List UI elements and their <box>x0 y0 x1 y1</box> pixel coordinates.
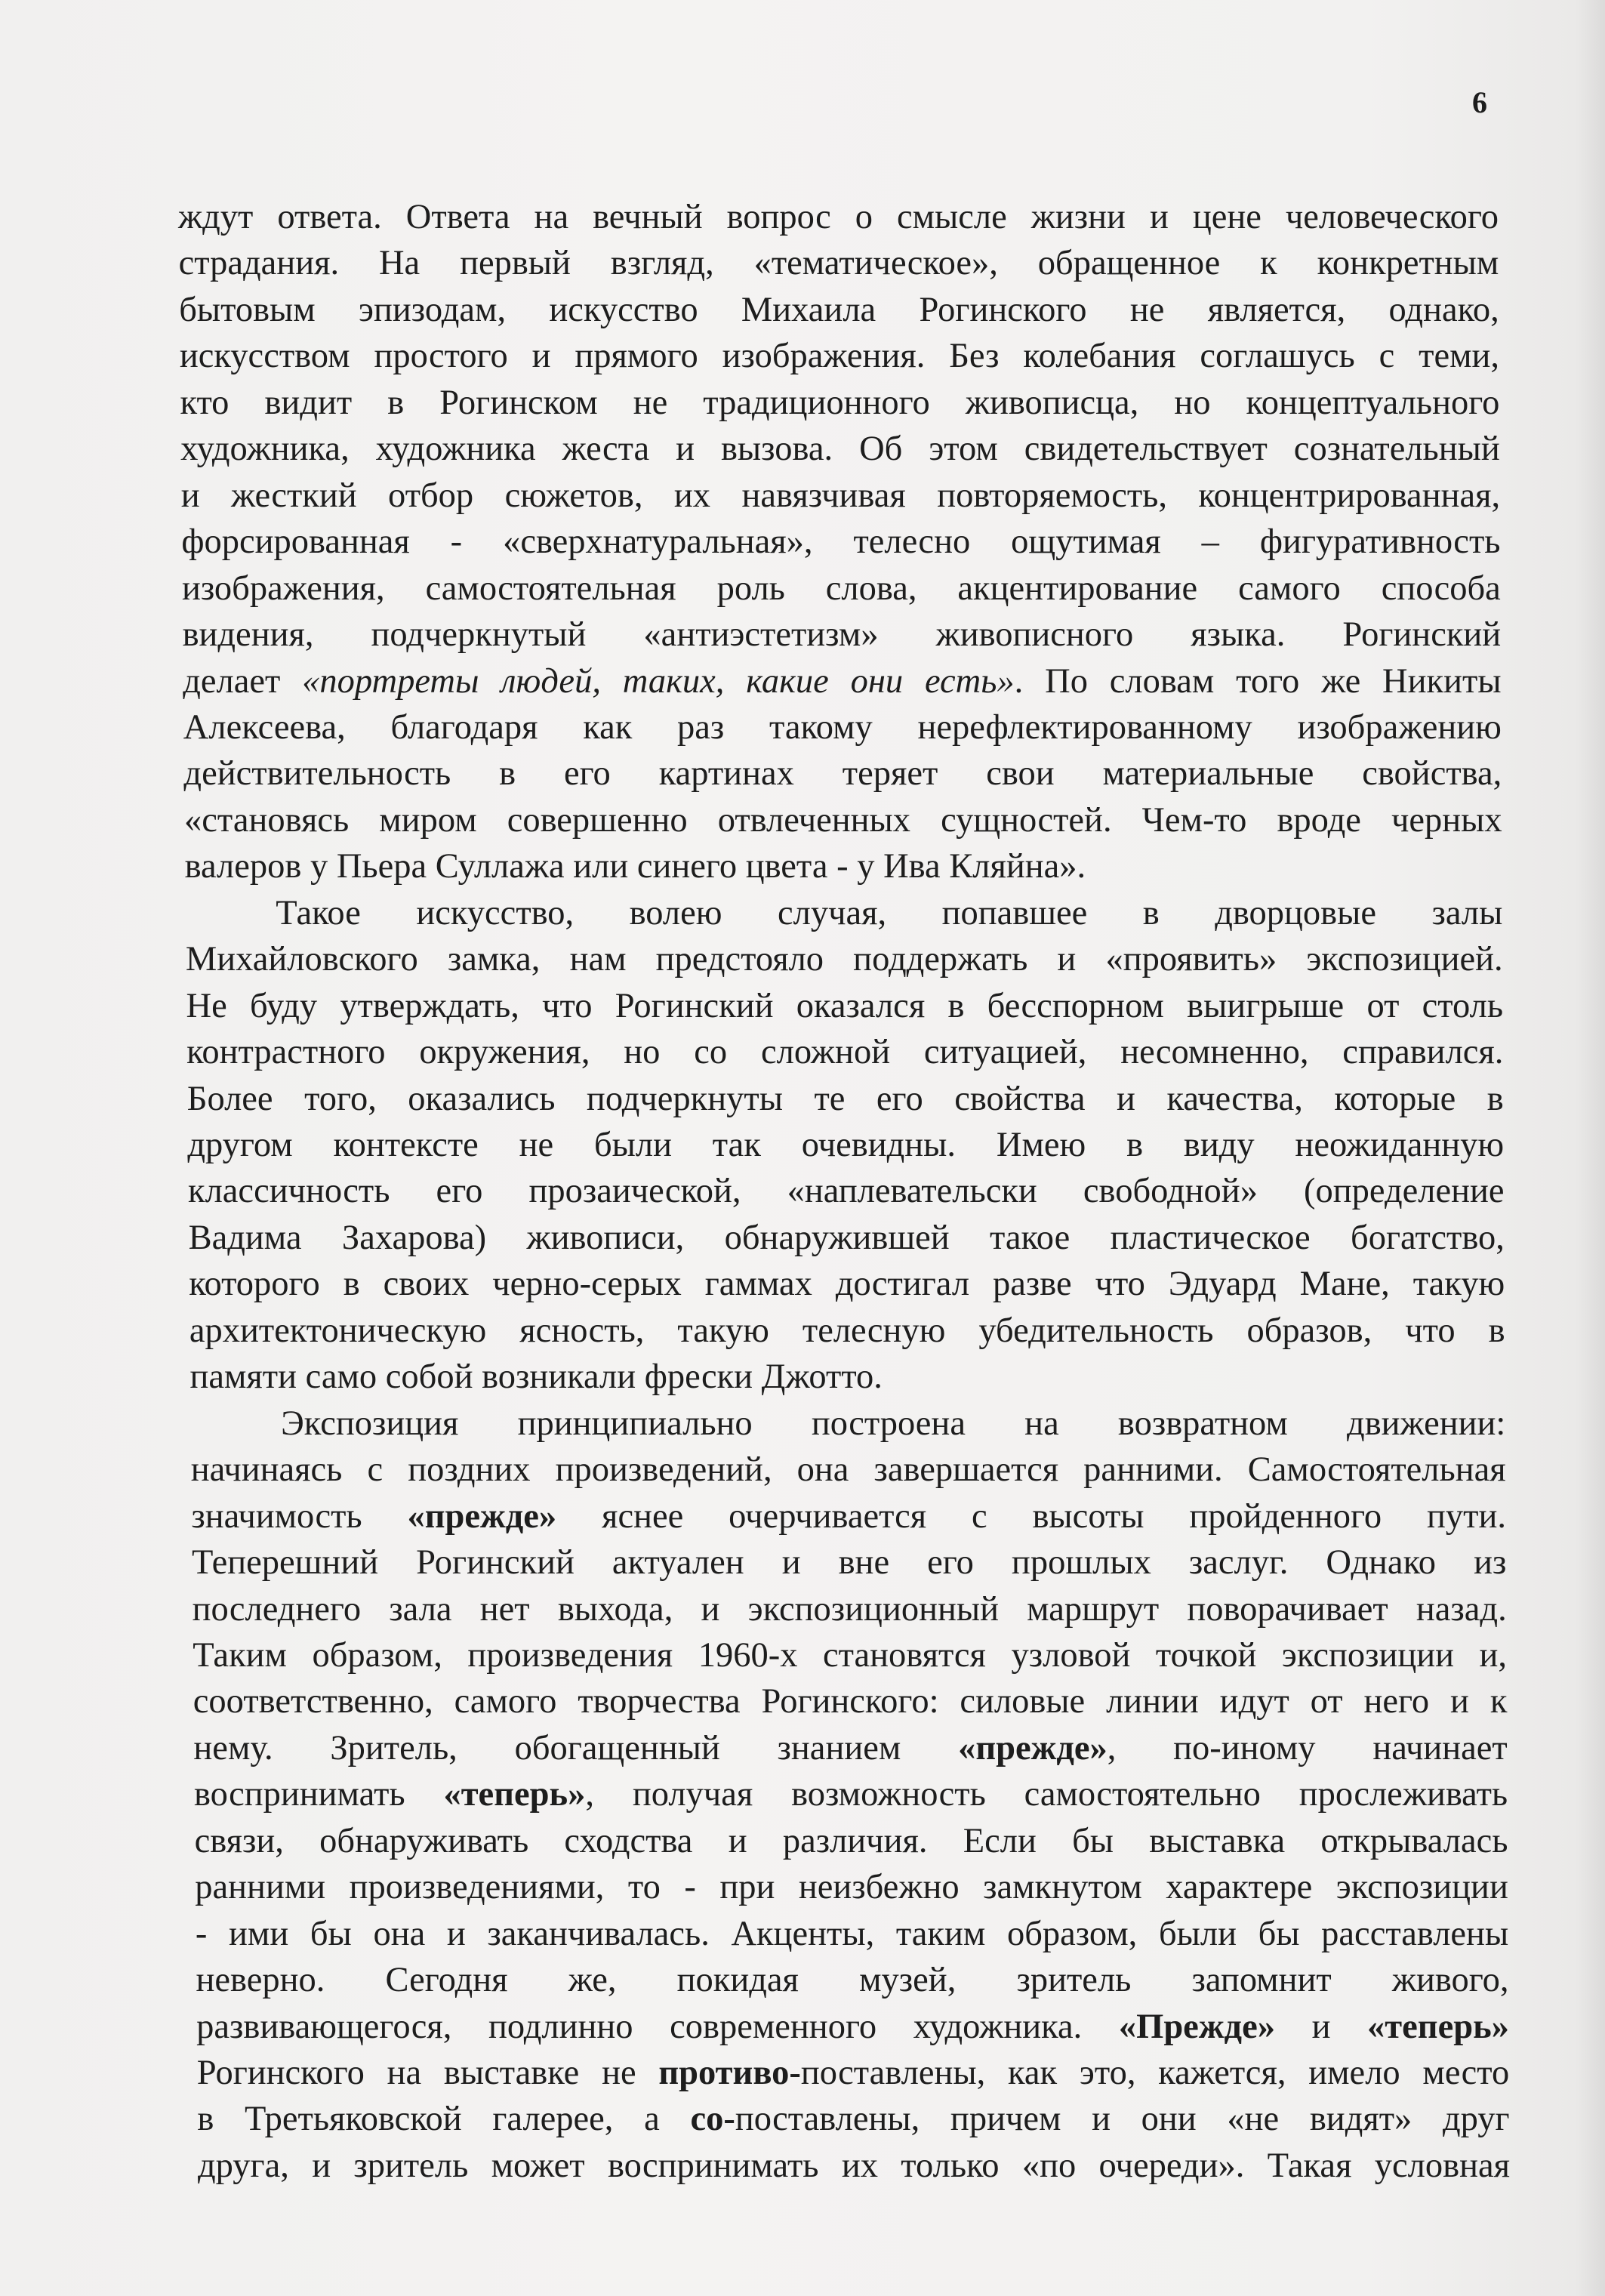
text-segment: искусством простого и прямого изображения. Без колебания соглашусь с теми, <box>179 337 1500 376</box>
text-segment: делает <box>183 661 303 701</box>
text-segment: Такое искусство, волею случая, попавшее в дворцовые залы <box>276 893 1503 932</box>
page-number: 6 <box>1472 85 1487 119</box>
text-segment: которого в своих черно-серых гаммах достигал разве что Эдуард Мане, такую <box>189 1265 1505 1304</box>
text-line <box>191 1447 1506 1493</box>
text-segment: поставлены, причем и они «не видят» друг <box>735 2100 1510 2139</box>
text-segment: Рогинского на выставке не <box>196 2054 659 2092</box>
text-segment: соответственно, самого творчества Рогинского: силовые линии идут от него и к <box>193 1682 1508 1721</box>
bold-phrase: «теперь» <box>443 1775 586 1814</box>
text-segment: классичность его прозаической, «наплевательски свободной» (определение <box>188 1172 1505 1211</box>
text-segment: Алексеева, благодаря как раз такому нерефлектированному изображению <box>183 707 1502 747</box>
text-line <box>192 1540 1506 1586</box>
text-segment: ранними произведениями, то - при неизбежно замкнутом характере экспозиции <box>195 1868 1508 1907</box>
text-line <box>196 1958 1509 2003</box>
text-line <box>186 937 1503 982</box>
text-segment: последнего зала нет выхода, и экспозиционный маршрут поворачивает назад. <box>192 1589 1507 1629</box>
scan-edge-shadow <box>1575 0 1605 2296</box>
text-line <box>183 705 1502 750</box>
text-line <box>195 1865 1508 1910</box>
text-segment: - ими бы она и заканчивалась. Акценты, таким образом, были бы расставлены <box>195 1914 1509 1953</box>
text-segment: Более того, оказались подчеркнуты те его свойства и качества, которые в <box>186 1079 1504 1118</box>
text-line <box>178 195 1499 240</box>
text-segment: Теперешний Рогинский актуален и вне его прошлых заслуг. Однако из <box>191 1543 1507 1583</box>
text-segment: памяти само собой возникали фрески Джотто. <box>189 1358 883 1397</box>
text-line <box>193 1587 1507 1632</box>
text-line <box>193 1726 1507 1771</box>
text-line <box>195 1819 1508 1864</box>
text-segment: Вадима Захарова) живописи, обнаружившей такое пластическое богатство, <box>188 1218 1505 1257</box>
text-line <box>196 1912 1508 1957</box>
text-line <box>180 381 1499 426</box>
text-line <box>186 984 1504 1029</box>
text-line <box>185 844 1502 889</box>
text-line <box>187 1123 1504 1168</box>
text-line <box>179 288 1499 333</box>
text-segment: Таким образом, произведения 1960-х становятся узловой точкой экспозиции и, <box>193 1635 1508 1675</box>
text-line <box>196 2005 1509 2050</box>
text-line <box>197 2097 1509 2142</box>
text-segment: кто видит в Рогинском не традиционного живописца, но концептуального <box>180 383 1500 422</box>
text-line <box>189 1308 1505 1354</box>
text-segment: изображения, самостоятельная роль слова, акцентирование самого способа <box>181 569 1501 608</box>
text-segment: художника, художника жеста и вызова. Об этом свидетельствует сознательный <box>180 430 1500 469</box>
text-segment: связи, обнаруживать сходства и различия. Если бы выставка открывалась <box>194 1821 1508 1860</box>
text-line <box>183 751 1502 797</box>
text-segment: и жесткий отбор сюжетов, их навязчивая повторяемость, концентрированная, <box>180 476 1501 515</box>
text-segment: друга, и зритель может воспринимать их только «по очереди». Такая условная <box>198 2146 1510 2185</box>
text-segment: Экспозиция принципиально построена на возвратном движении: <box>281 1404 1506 1443</box>
text-segment: яснее очерчивается с высоты пройденного пути. <box>556 1496 1506 1536</box>
text-line <box>186 1030 1503 1075</box>
text-segment: и <box>1274 2007 1368 2046</box>
text-segment: форсированная - «сверхнатуральная», телесно ощутимая – фигуративность <box>181 522 1501 562</box>
text-line <box>181 519 1500 565</box>
text-segment: начинаясь с поздних произведений, она завершается ранними. Самостоятельная <box>190 1450 1506 1490</box>
text-line <box>183 659 1501 704</box>
text-segment: страдания. На первый взгляд, «тематическое», обращенное к конкретным <box>178 244 1499 283</box>
text-line <box>180 427 1500 472</box>
text-segment: Не буду утверждать, что Рогинский оказался в бесспорном выигрыше от столь <box>186 986 1504 1025</box>
text-line <box>281 1401 1505 1447</box>
text-segment: контрастного окружения, но со сложной ситуацией, несомненно, справился. <box>186 1033 1504 1072</box>
text-line <box>276 891 1502 936</box>
text-line <box>181 473 1500 519</box>
text-segment: Михайловского замка, нам предстояло поддержать и «проявить» экспозицией. <box>185 940 1503 979</box>
text-segment: воспринимать <box>194 1775 444 1814</box>
text-segment: валеров у Пьера Суллажа или синего цвета - у Ива Кляйна». <box>184 847 1086 886</box>
bold-phrase: «прежде» <box>407 1496 557 1536</box>
text-segment: в Третьяковской галерее, а <box>197 2100 691 2139</box>
text-line <box>187 1077 1504 1122</box>
bold-phrase: «Прежде» <box>1118 2007 1275 2046</box>
text-segment: «становясь миром совершенно отвлеченных сущностей. Чем-то вроде черных <box>184 800 1502 840</box>
text-line <box>189 1216 1505 1261</box>
text-segment: видения, подчеркнутый «антиэстетизм» живописного языка. Рогинский <box>182 615 1502 655</box>
text-line <box>191 1494 1506 1539</box>
text-line <box>183 612 1502 658</box>
text-segment: поставлены, как это, кажется, имело место <box>800 2054 1510 2092</box>
bold-phrase: «прежде» <box>958 1728 1107 1767</box>
text-line <box>188 1169 1505 1214</box>
text-segment: неверно. Сегодня же, покидая музей, зритель запомнит живого, <box>196 1961 1509 2000</box>
text-line <box>193 1679 1508 1724</box>
text-segment: бытовым эпизодам, искусство Михаила Рогинского не является, однако, <box>179 290 1499 329</box>
text-segment: нему. Зритель, обогащенный знанием <box>193 1728 959 1767</box>
text-line <box>189 1262 1505 1307</box>
text-line <box>193 1633 1507 1678</box>
text-segment: значимость <box>191 1496 408 1536</box>
bold-phrase: «теперь» <box>1367 2007 1509 2046</box>
bold-phrase: со- <box>690 2100 735 2139</box>
text-line <box>194 1772 1508 1817</box>
text-line <box>184 798 1502 843</box>
text-line <box>198 2143 1510 2189</box>
text-line <box>179 241 1499 286</box>
text-line <box>197 2051 1510 2096</box>
text-line <box>182 566 1501 612</box>
text-line <box>189 1354 1505 1400</box>
italic-quote: «портреты людей, таких, какие они есть» <box>302 661 1015 701</box>
text-line <box>180 334 1499 379</box>
text-segment: архитектоническую ясность, такую телесную убедительность образов, что в <box>189 1311 1505 1350</box>
text-segment: развивающегося, подлинно современного художника. <box>196 2007 1119 2046</box>
bold-phrase: противо- <box>658 2054 801 2092</box>
text-segment: действительность в его картинах теряет свои материальные свойства, <box>183 754 1502 794</box>
text-segment: . По словам того же Никиты <box>1014 661 1502 701</box>
text-segment: , получая возможность самостоятельно прослеживать <box>585 1775 1508 1814</box>
text-segment: ждут ответа. Ответа на вечный вопрос о смысле жизни и цене человеческого <box>178 198 1499 236</box>
text-segment: , по-иному начинает <box>1107 1728 1508 1767</box>
text-segment: другом контексте не были так очевидны. Имею в виду неожиданную <box>187 1126 1505 1164</box>
